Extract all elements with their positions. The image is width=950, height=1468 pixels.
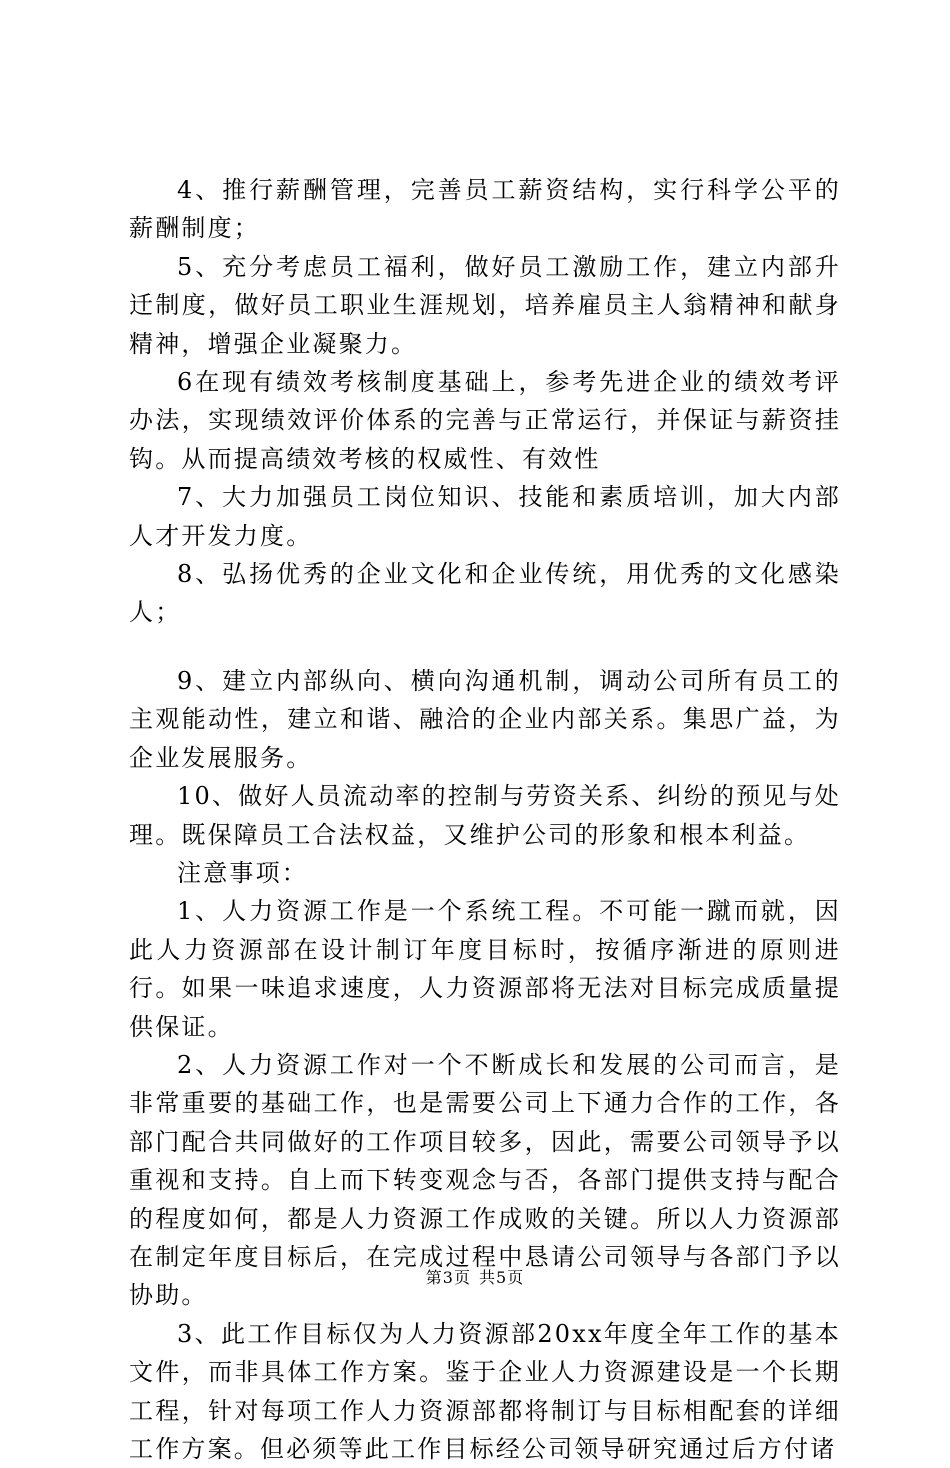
paragraph-item-4: 4、推行薪酬管理，完善员工薪资结构，实行科学公平的薪酬制度； (129, 176, 841, 243)
page-number: 第3页 共5页 (425, 1268, 525, 1287)
page-footer (0, 1268, 950, 1288)
notes-heading: 注意事项： (177, 858, 308, 887)
paragraph-item-7: 7、大力加强员工岗位知识、技能和素质培训，加大内部人才开发力度。 (129, 483, 841, 550)
paragraph-item-6: 6在现有绩效考核制度基础上，参考先进企业的绩效考评办法，实现绩效评价体系的完善与正常运行，并保证与薪资挂钩。从而提高绩效考核的权威性、有效性 (129, 368, 841, 473)
paragraph-item-8: 8、弘扬优秀的企业文化和企业传统，用优秀的文化感染人； (129, 560, 841, 627)
note-item-3: 3、此工作目标仅为人力资源部20xx年度全年工作的基本文件，而非具体工作方案。鉴于企业人力资源建设是一个长期工程，针对每项工作人力资源部都将制订与目标相配套的详细工作方案。但必须等此工作目标经公司领导研究通过后方付诸 (129, 1319, 841, 1463)
note-item-1: 1、人力资源工作是一个系统工程。不可能一蹴而就，因此人力资源部在设计制订年度目标时，按循序渐进的原则进行。如果一味追求速度，人力资源部将无法对目标完成质量提供保证。 (129, 897, 841, 1041)
paragraph-item-5: 5、充分考虑员工福利，做好员工激励工作，建立内部升迁制度，做好员工职业生涯规划，培养雇员主人翁精神和献身精神，增强企业凝聚力。 (129, 252, 841, 358)
note-item-2: 2、人力资源工作对一个不断成长和发展的公司而言，是非常重要的基础工作，也是需要公司上下通力合作的工作，各部门配合共同做好的工作项目较多，因此，需要公司领导予以重视和支持。自上而下转变观念与否，各部门提供支持与配合的程度如何，都是人力资源工作成败的关键。所以人力资源部在制定年度目标后，在完成过程中恳请公司领导与各部门予以协助。 (129, 1050, 841, 1310)
paragraph-item-9: 9、建立内部纵向、横向沟通机制，调动公司所有员工的主观能动性，建立和谐、融洽的企业内部关系。集思广益，为企业发展服务。 (129, 666, 841, 772)
paragraph-item-10: 10、做好人员流动率的控制与劳资关系、纠纷的预见与处理。既保障员工合法权益，又维护公司的形象和根本利益。 (129, 782, 841, 849)
